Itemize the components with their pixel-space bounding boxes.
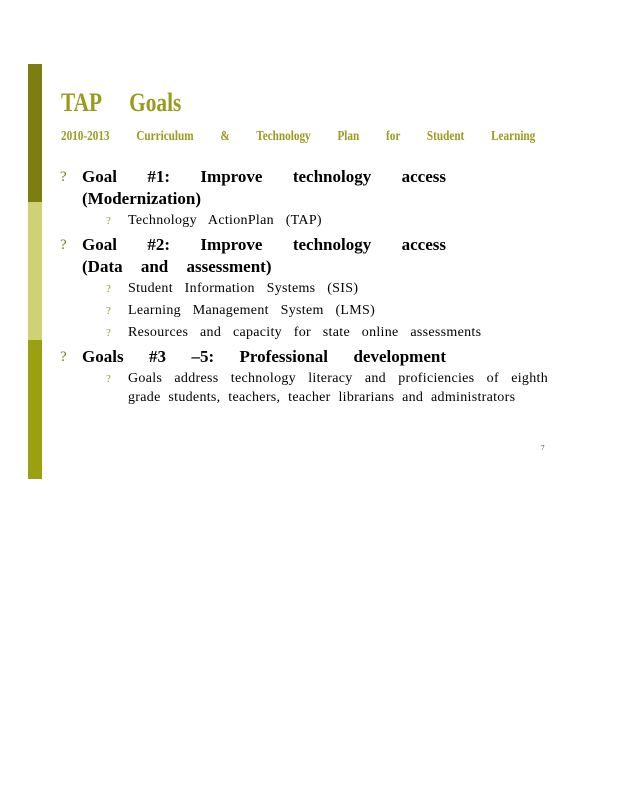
page-number: 7 <box>541 444 545 452</box>
accent-bar-bottom <box>28 340 42 479</box>
goal-3 <box>60 346 548 407</box>
goal-1-heading-continued: (Modernization) <box>82 189 201 208</box>
accent-bar-middle <box>28 202 42 340</box>
bullet-marker: ? <box>106 373 112 385</box>
goal-list <box>60 166 548 411</box>
goal-2-heading: Goal #2: Improve technology access <box>82 235 446 254</box>
list-item-text: Resources and capacity for state online assessments <box>128 325 482 340</box>
goal-1-item-1 <box>106 212 530 231</box>
goal-3-items <box>82 370 548 407</box>
goal-2-item-1 <box>106 280 530 299</box>
list-item-text: Technology ActionPlan (TAP) <box>128 213 322 228</box>
list-item-text: Learning Management System (LMS) <box>128 303 376 318</box>
goal-2-items <box>82 280 530 343</box>
list-item-text: Goals address technology literacy and proficiencies of eighth grade students, teachers, teacher librarians and administrators <box>128 371 548 405</box>
goal-1-items <box>82 212 530 231</box>
goal-2-item-2 <box>106 302 530 321</box>
bullet-marker: ? <box>60 237 67 253</box>
goal-3-heading: Goals #3 –5: Professional development <box>82 347 446 366</box>
bullet-marker: ? <box>106 305 112 317</box>
goal-2-heading-continued: (Data and assessment) <box>82 257 272 276</box>
bullet-marker: ? <box>60 349 67 365</box>
goal-2 <box>60 234 530 343</box>
goal-1-heading: Goal #1: Improve technology access <box>82 167 446 186</box>
bullet-marker: ? <box>106 215 112 227</box>
slide-title: TAP Goals <box>61 88 182 117</box>
goal-3-item-1 <box>106 370 548 407</box>
bullet-marker: ? <box>106 327 112 339</box>
goal-1 <box>60 166 530 231</box>
bullet-marker: ? <box>106 283 112 295</box>
slide-subtitle: 2010-2013 Curriculum & Technology Plan for Student Learning <box>61 129 536 144</box>
accent-bar-top <box>28 64 42 202</box>
bullet-marker: ? <box>60 169 67 185</box>
list-item-text: Student Information Systems (SIS) <box>128 281 359 296</box>
goal-2-item-3 <box>106 324 530 343</box>
